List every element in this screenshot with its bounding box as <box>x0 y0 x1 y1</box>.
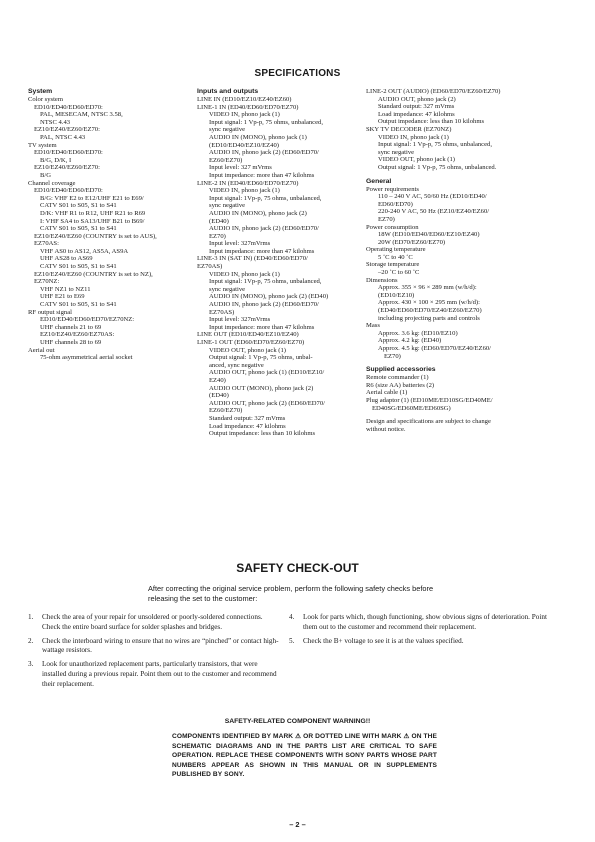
spec-line: (ED40) <box>209 217 229 225</box>
spec-line: 110 – 240 V AC, 50/60 Hz (ED10/ED40/ <box>378 193 487 201</box>
safety-title: SAFETY CHECK-OUT <box>236 561 359 575</box>
spec-line: AUDIO OUT, phono jack (2) (ED60/ED70/ <box>209 399 325 407</box>
spec-line: AUDIO IN (MONO), phono jack (1) <box>209 133 307 141</box>
spec-line: Input impedance: more than 47 kilohms <box>209 323 315 331</box>
spec-line: EZ40) <box>209 376 226 384</box>
spec-line: VHF NZ1 to NZ11 <box>40 285 91 293</box>
spec-line: AUDIO IN, phono jack (2) (ED60/ED70/ <box>209 301 319 309</box>
spec-line: sync negative <box>378 148 415 156</box>
check-text: Check the interboard wiring to ensure that no wires are “pinched” or contact high-wattage resistors. <box>42 636 279 655</box>
spec-line: Aerial cable (1) <box>366 389 408 397</box>
spec-line: Input level: 327mVrms <box>209 240 271 248</box>
spec-line: 5 ˚C to 40 ˚C <box>378 253 413 261</box>
spec-line: UHF E21 to E69 <box>40 293 85 301</box>
spec-line: B/G <box>40 171 51 179</box>
check-item <box>289 613 549 633</box>
spec-line: 75-ohm asymmetrical aerial socket <box>40 354 133 362</box>
spec-line: TV system <box>28 141 57 149</box>
spec-line: (ED40) <box>209 392 229 400</box>
spec-line: D/K: VHF R1 to R12, UHF R21 to R69 <box>40 209 146 217</box>
spec-line: EZ60/EZ70) <box>209 407 243 415</box>
spec-line: EZ70AS: <box>34 240 59 248</box>
spec-line: ED10/ED40/ED60/ED70: <box>34 149 103 157</box>
spec-line: Approx. 355 × 96 × 289 mm (w/h/d): <box>378 284 477 292</box>
spec-line: (ED10/ED40/EZ10/EZ40) <box>209 141 279 149</box>
spec-line: Input impedance: more than 47 kilohms <box>209 171 315 179</box>
spec-line: VIDEO IN, phono jack (1) <box>378 133 449 141</box>
spec-line: R6 (size AA) batteries (2) <box>366 381 435 389</box>
spec-line: VHF AS0 to AS12, AS5A, AS9A <box>40 247 129 255</box>
page-title: SPECIFICATIONS <box>254 68 341 79</box>
spec-line: ED60/ED70) <box>378 200 413 208</box>
spec-line: ED10/ED40/ED60/ED70: <box>34 103 103 111</box>
spec-line: Approx. 4.5 kg: (ED60/ED70/EZ40/EZ60/ <box>378 345 491 352</box>
spec-column-2 <box>197 88 365 438</box>
check-number: 1. <box>28 613 34 621</box>
warning-body: COMPONENTS IDENTIFIED BY MARK ⚠ OR DOTTED LINE WITH MARK ⚠ ON THE SCHEMATIC DIAGRAMS AND IN THE PARTS LIST ARE CRITICAL TO SAFE OPERATION. REPLACE THESE COMPONENTS WITH SONY PARTS WHOSE PART NUMBERS APPEAR AS SHOWN IN THIS MANUAL OR IN SUPPLEMENTS PUBLISHED BY SONY. <box>172 733 437 779</box>
check-text: Check the area of your repair for unsoldered or poorly-soldered connections. Check the entire board surface for solder splashes and bridges. <box>42 613 263 631</box>
spec-line: EZ60/EZ70) <box>209 156 243 164</box>
spec-line: Plug adaptor (1) (ED10ME/ED10SG/ED40ME/ <box>366 396 493 404</box>
spec-line: Storage temperature <box>366 261 420 269</box>
spec-line: PAL, NTSC 4.43 <box>40 133 86 141</box>
spec-line: ED10/ED40/ED60/ED70: <box>34 187 103 195</box>
spec-line: Output impedance: less than 10 kilohms <box>378 118 485 126</box>
spec-line: Input level: 327mVrms <box>209 316 271 324</box>
spec-line: CATV S01 to S05, S1 to S41 <box>40 301 117 309</box>
section-heading: System <box>28 88 53 95</box>
safety-checks-right <box>289 613 549 650</box>
spec-line: ED40SG/ED60ME/ED60SG) <box>372 404 451 412</box>
spec-line: Channel coverage <box>28 179 76 187</box>
check-number: 5. <box>289 636 295 645</box>
page-number: – 2 – <box>289 820 306 829</box>
spec-line: LINE-3 IN (SAT IN) (ED40/ED60/ED70/ <box>197 255 308 263</box>
spec-line: EZ10/EZ40/EZ60/EZ70: <box>34 126 100 134</box>
spec-line: sync negative <box>209 126 246 134</box>
spec-line: Output signal: 1 Vp-p, 75 ohms, unbal- <box>209 354 313 362</box>
check-item <box>28 613 280 633</box>
spec-line: (ED10/EZ10) <box>378 291 415 299</box>
spec-line: AUDIO IN, phono jack (2) (ED60/ED70/ <box>209 225 319 233</box>
spec-line: VIDEO OUT, phono jack (1) <box>378 156 455 164</box>
spec-line: EZ10/EZ40/EZ60 (COUNTRY is set to NZ), <box>34 270 153 278</box>
spec-line: Load impedance: 47 kilohms <box>209 422 286 430</box>
check-item <box>28 637 280 657</box>
spec-line: Input signal: 1Vp-p, 75 ohms, unbalanced, <box>209 278 322 286</box>
spec-line: Approx. 4.2 kg: (ED40) <box>378 337 442 345</box>
spec-line: Design and specifications are subject to change <box>366 418 491 426</box>
spec-line: Load impedance: 47 kilohms <box>378 110 455 118</box>
check-item <box>28 660 280 689</box>
spec-line: B/G: VHF E2 to E12/UHF E21 to E69/ <box>40 194 144 202</box>
spec-line: AUDIO IN, phono jack (2) (ED60/ED70/ <box>209 149 319 157</box>
spec-line: Power consumption <box>366 223 419 231</box>
check-text: Look for unauthorized replacement parts, particularly transistors, that were installed during a previous repair. Point them out to the customer and recommend their replacement. <box>42 660 277 688</box>
spec-line: LINE OUT (ED10/ED40/EZ10/EZ40) <box>197 331 299 339</box>
spec-line: (ED40/ED60/ED70/EZ40/EZ60/EZ70) <box>378 307 482 315</box>
spec-line: LINE-1 OUT (ED60/ED70/EZ60/EZ70) <box>197 339 305 346</box>
spec-line: AUDIO IN (MONO), phono jack (2) <box>209 209 307 217</box>
spec-line: EZ70AS) <box>209 308 235 316</box>
spec-line: VIDEO IN, phono jack (1) <box>209 270 280 278</box>
spec-line: anced, sync negative <box>209 361 264 369</box>
spec-line: Output impedance: less than 10 kilohms <box>209 430 316 438</box>
safety-checks-left <box>28 613 280 694</box>
spec-line: AUDIO OUT, phono jack (2) <box>378 95 456 103</box>
check-number: 2. <box>28 636 34 645</box>
check-number: 4. <box>289 613 295 621</box>
spec-line: NTSC 4.43 <box>40 118 71 126</box>
section-heading: Supplied accessories <box>366 366 436 374</box>
spec-line: CATV S01 to S05, S1 to S41 <box>40 225 117 233</box>
spec-line: UHF AS28 to AS69 <box>40 255 93 263</box>
spec-line: CATV S01 to S05, S1 to S41 <box>40 263 117 271</box>
spec-line: Input signal: 1 Vp-p, 75 ohms, unbalanced, <box>378 141 492 149</box>
spec-line: Approx. 430 × 100 × 295 mm (w/h/d): <box>378 299 480 307</box>
spec-line: Power requirements <box>366 185 419 193</box>
safety-intro: After correcting the original service problem, perform the following safety checks before releasing the set to the customer: <box>148 584 434 603</box>
check-item <box>289 637 549 647</box>
spec-line: Standard output: 327 mVrms <box>209 414 286 422</box>
spec-line: Dimensions <box>366 276 398 284</box>
spec-line: LINE-2 OUT (AUDIO) (ED60/ED70/EZ60/EZ70) <box>366 88 501 95</box>
spec-line: EZ10/EZ40/EZ60 (COUNTRY is set to AUS), <box>34 232 157 240</box>
section-heading: Inputs and outputs <box>197 88 259 95</box>
spec-line: Aerial out <box>28 346 55 354</box>
check-number: 3. <box>28 660 34 669</box>
spec-line: EZ10/EZ40/EZ60/EZ70AS: <box>40 331 115 339</box>
section-heading: General <box>366 177 392 185</box>
spec-line: AUDIO IN (MONO), phono jack (2) (ED40) <box>209 293 329 301</box>
spec-line: Output signal: 1 Vp-p, 75 ohms, unbalanced. <box>378 163 497 171</box>
spec-line: RF output signal <box>28 308 72 316</box>
spec-line: UHF channels 28 to 69 <box>40 339 102 346</box>
spec-line: Mass <box>366 322 380 330</box>
spec-line: EZ10/EZ40/EZ60/EZ70: <box>34 164 100 172</box>
spec-line: UHF channels 21 to 69 <box>40 323 102 331</box>
spec-line: without notice. <box>366 425 406 433</box>
spec-line: Color system <box>28 96 63 103</box>
spec-line: VIDEO IN, phono jack (1) <box>209 111 280 119</box>
spec-line: EZ70AS) <box>197 263 223 271</box>
spec-line: VIDEO IN, phono jack (1) <box>209 187 280 195</box>
spec-line: CATV S01 to S05, S1 to S41 <box>40 202 117 210</box>
spec-line: LINE IN (ED10/EZ10/EZ40/EZ60) <box>197 96 292 103</box>
spec-column-3 <box>366 88 546 433</box>
spec-line: sync negative <box>209 285 246 293</box>
spec-line: 20W (ED70/EZ60/EZ70) <box>378 238 446 246</box>
check-text: Check the B+ voltage to see it is at the values specified. <box>303 636 464 645</box>
check-text: Look for parts which, though functioning, show obvious signs of deterioration. Point them out to the customer and recommend their replacement. <box>303 613 547 631</box>
spec-line: 18W (ED10/ED40/ED60/EZ10/EZ40) <box>378 231 480 239</box>
spec-line: SKY TV DECODER (EZ70NZ) <box>366 125 452 133</box>
spec-line: I: VHF SA4 to SA13/UHF B21 to B69/ <box>40 217 145 225</box>
spec-line: EZ70NZ: <box>34 278 60 286</box>
spec-line: Input impedance: more than 47 kilohms <box>209 247 315 255</box>
spec-line: EZ70) <box>378 215 395 223</box>
spec-line: EZ70) <box>384 352 401 360</box>
spec-line: sync negative <box>209 202 246 210</box>
warning-title: SAFETY-RELATED COMPONENT WARNING!! <box>224 718 371 725</box>
spec-line: LINE-1 IN (ED40/ED60/ED70/EZ70) <box>197 103 299 111</box>
spec-line: Approx. 3.6 kg: (ED10/EZ10) <box>378 329 458 337</box>
spec-line: 220-240 V AC, 50 Hz (EZ10/EZ40/EZ60/ <box>378 208 490 216</box>
spec-line: Input signal: 1Vp-p, 75 ohms, unbalanced, <box>209 194 322 202</box>
spec-line: Operating temperature <box>366 246 426 254</box>
spec-line: AUDIO OUT (MONO), phono jack (2) <box>209 384 314 392</box>
spec-line: Input level: 327 mVrms <box>209 164 272 172</box>
spec-line: Remote commander (1) <box>366 374 429 382</box>
spec-line: EZ70) <box>209 232 226 240</box>
spec-line: Standard output: 327 mVrms <box>378 103 455 111</box>
spec-line: including projecting parts and controls <box>378 314 480 322</box>
spec-column-1 <box>28 88 193 362</box>
spec-line: ED10/ED40/ED60/ED70/EZ70NZ: <box>40 316 135 324</box>
spec-line: Input signal: 1 Vp-p, 75 ohms, unbalanced, <box>209 118 323 126</box>
spec-line: PAL, MESECAM, NTSC 3.58, <box>40 111 123 119</box>
spec-line: B/G, D/K, I <box>40 156 72 164</box>
spec-line: AUDIO OUT, phono jack (1) (ED10/EZ10/ <box>209 369 325 377</box>
spec-line: –20 ˚C to 60 ˚C <box>378 269 420 277</box>
spec-line: VIDEO OUT, phono jack (1) <box>209 346 286 354</box>
spec-line: LINE-2 IN (ED40/ED60/ED70/EZ70) <box>197 179 299 187</box>
